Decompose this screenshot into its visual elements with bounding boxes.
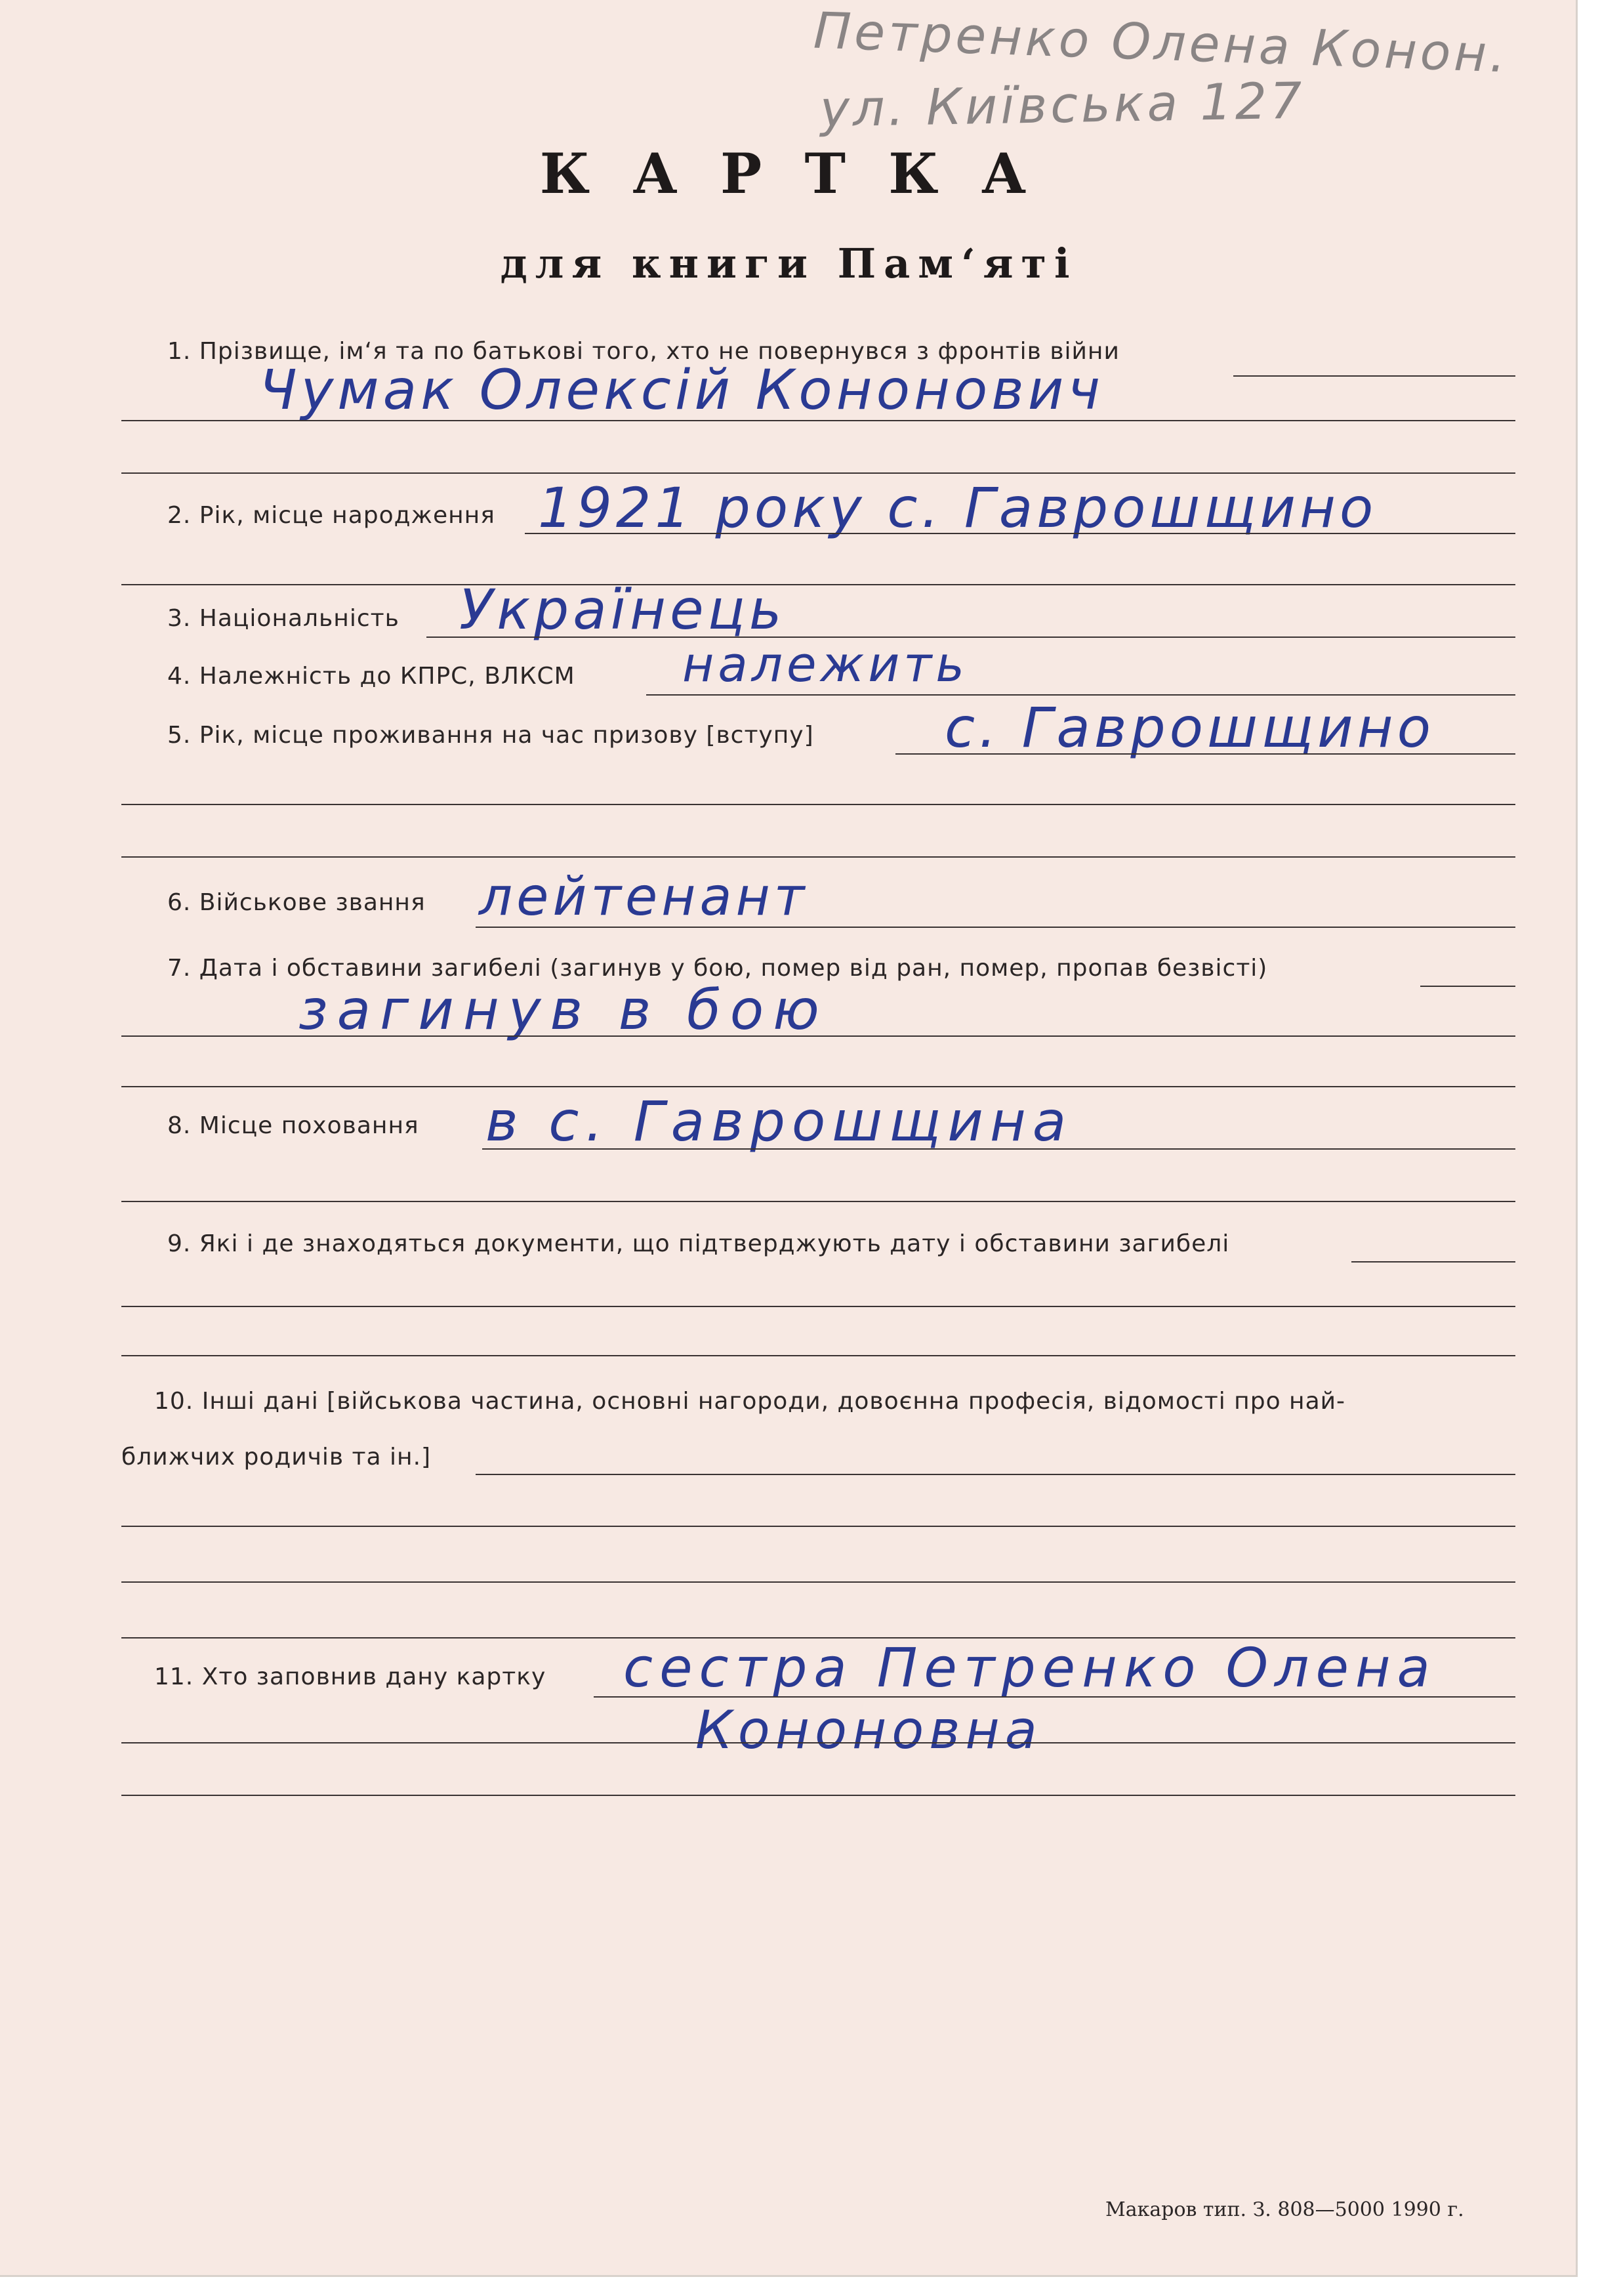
field-5-label: 5. Рік, місце проживання на час призову [вступу]	[167, 722, 814, 749]
field-8-value: в с. Гаврошщина	[485, 1089, 1073, 1154]
field-10-line-b	[121, 1526, 1515, 1527]
field-1-line-a	[1233, 375, 1515, 377]
field-5-line-a	[895, 753, 1515, 755]
field-3-label: 3. Національність	[167, 605, 400, 632]
card-title: К А Р Т К А	[539, 141, 1038, 206]
field-10-label-line2: ближчих родичів та ін.]	[121, 1444, 432, 1471]
field-11-value-line1: сестра Петренко Олена	[623, 1637, 1437, 1700]
field-3-line	[426, 637, 1515, 638]
field-10-line-a	[476, 1474, 1515, 1475]
pencil-note-address: ул. Київська 127	[819, 71, 1306, 138]
field-10-line-c	[121, 1581, 1515, 1583]
card-subtitle: для книги Пам‘яті	[500, 240, 1078, 287]
field-5-line-c	[121, 856, 1515, 858]
printer-imprint: Макаров тип. З. 808—5000 1990 г.	[1105, 2198, 1464, 2221]
field-9-line-c	[121, 1355, 1515, 1356]
field-2-line-a	[525, 533, 1515, 534]
field-7-line-b	[121, 1035, 1515, 1037]
field-4-value: належить	[682, 637, 969, 693]
field-11-line-a	[594, 1696, 1515, 1698]
field-8-line-a	[482, 1148, 1515, 1150]
field-1-value: Чумак Олексій Кононович	[259, 358, 1104, 422]
field-7-label: 7. Дата і обставини загибелі (загинув у бою, помер від ран, помер, пропав безвісті)	[167, 955, 1268, 982]
field-2-value: 1921 року с. Гаврошщино	[538, 476, 1378, 540]
field-7-line-c	[121, 1086, 1515, 1087]
field-6-label: 6. Військове звання	[167, 889, 426, 916]
field-3-value: Українець	[459, 577, 786, 642]
field-1-line-c	[121, 472, 1515, 474]
field-6-line	[476, 927, 1515, 928]
field-11-value-line2: Кононовна	[695, 1700, 1042, 1761]
field-8-label: 8. Місце поховання	[167, 1112, 419, 1139]
field-1-line-b	[121, 420, 1515, 421]
field-4-label: 4. Належність до КПРС, ВЛКСМ	[167, 663, 575, 690]
field-5-line-b	[121, 804, 1515, 805]
field-7-line-a	[1420, 986, 1515, 987]
field-6-value: лейтенант	[479, 866, 809, 927]
field-8-line-b	[121, 1201, 1515, 1202]
field-9-label: 9. Які і де знаходяться документи, що підтверджують дату і обставини загибелі	[167, 1230, 1230, 1257]
field-5-value: с. Гаврошщино	[945, 696, 1435, 760]
field-1-label: 1. Прізвище, ім‘я та по батькові того, хто не повернувся з фронтів війни	[167, 338, 1120, 365]
field-7-value: загинув в бою	[298, 978, 829, 1042]
field-2-line-b	[121, 584, 1515, 585]
field-11-label: 11. Хто заповнив дану картку	[154, 1663, 546, 1690]
field-9-line-b	[121, 1306, 1515, 1307]
field-2-label: 2. Рік, місце народження	[167, 502, 495, 529]
field-9-line-a	[1351, 1261, 1515, 1263]
field-11-line-b	[121, 1742, 1515, 1743]
pencil-note-name: Петренко Олена Конон.	[812, 1, 1510, 84]
field-10-label-line1: 10. Інші дані [військова частина, основні нагороди, довоєнна професія, відомості про най-	[154, 1388, 1346, 1415]
field-11-line-c	[121, 1795, 1515, 1796]
